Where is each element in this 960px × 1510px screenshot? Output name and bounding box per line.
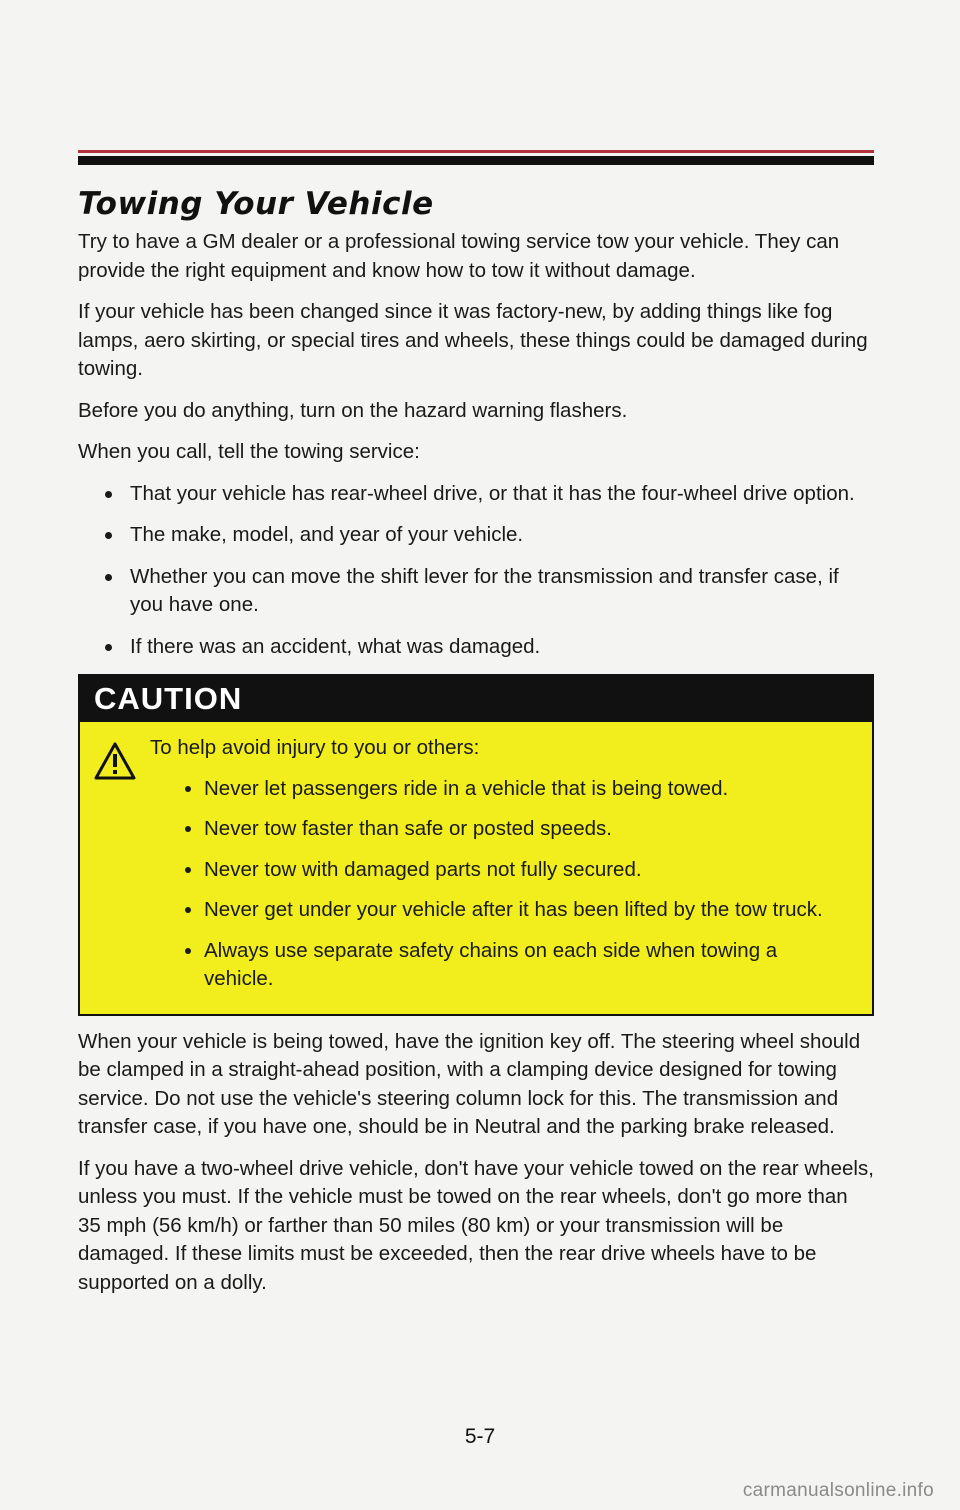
caution-box: [78, 674, 874, 1016]
bullet-icon: [105, 532, 112, 539]
list-item-text: The make, model, and year of your vehicle.: [130, 523, 524, 546]
towing-info-list: [78, 480, 874, 662]
intro-paragraph-3: Before you do anything, turn on the hazard warning flashers.: [78, 398, 628, 422]
watermark-text: carmanualsonline.info: [742, 1480, 934, 1501]
bullet-icon: [185, 867, 191, 873]
caution-heading: CAUTION: [80, 676, 872, 722]
bullet-icon: [105, 574, 112, 581]
bullet-icon: [105, 644, 112, 651]
caution-body: [80, 722, 872, 1014]
page-content: [78, 186, 874, 1310]
header-rule-black: [78, 156, 874, 165]
caution-item: [188, 856, 852, 885]
list-item: [102, 633, 874, 662]
caution-item: [188, 896, 852, 925]
intro-paragraph-2: If your vehicle has been changed since it was factory-new, by adding things like fog lamps, aero skirting, or special tires and wheels, these things could be damaged during towing.: [78, 300, 868, 380]
caution-item: [188, 815, 852, 844]
page-number: 5-7: [464, 1425, 496, 1448]
bullet-icon: [105, 491, 112, 498]
intro-paragraph-4: When you call, tell the towing service:: [78, 440, 420, 463]
page-title: Towing Your Vehicle: [78, 186, 434, 222]
bullet-icon: [185, 907, 191, 913]
caution-item-text: Never tow faster than safe or posted speeds.: [204, 817, 612, 840]
caution-item-text: Never tow with damaged parts not fully secured.: [204, 857, 642, 881]
intro-paragraph-1: Try to have a GM dealer or a professional towing service tow your vehicle. They can provide the right equipment and know how to tow it without damage.: [78, 230, 840, 282]
caution-item: [188, 775, 852, 804]
two-wheel-drive-paragraph: If you have a two-wheel drive vehicle, don't have your vehicle towed on the rear wheels, unless you must. If the vehicle must be towed on the rear wheels, don't go more than 35 mph (56 km/h) or farther than 50 miles (80 km) or your transmission will be damaged. If these limits must be exceeded, then the rear drive wheels have to be supported on a dolly.: [78, 1156, 874, 1294]
warning-triangle-icon: [94, 742, 136, 780]
list-item-text: Whether you can move the shift lever for the transmission and transfer case, if you have one.: [130, 564, 839, 616]
header-rule-red: [78, 150, 874, 153]
caution-list: [150, 775, 852, 994]
header-rule: [78, 150, 874, 165]
bullet-icon: [185, 826, 191, 832]
list-item: [102, 563, 874, 620]
caution-item-text: Always use separate safety chains on each side when towing a vehicle.: [204, 938, 778, 990]
after-caution-section: [78, 1028, 874, 1298]
bullet-icon: [185, 948, 191, 954]
caution-item: [188, 937, 852, 994]
list-item: [102, 480, 874, 509]
caution-item-text: Never let passengers ride in a vehicle that is being towed.: [204, 776, 729, 800]
bullet-icon: [185, 786, 191, 792]
caution-intro: To help avoid injury to you or others:: [150, 736, 480, 759]
steering-paragraph: When your vehicle is being towed, have the ignition key off. The steering wheel should be clamped in a straight-ahead position, with a clamping device designed for towing service. Do not use the vehicle's steering column lock for this. The transmission and transfer case, if you have one, should be in Neutral and the parking brake released.: [78, 1029, 861, 1138]
caution-item-text: Never get under your vehicle after it has been lifted by the tow truck.: [204, 898, 823, 921]
list-item-text: That your vehicle has rear-wheel drive, or that it has the four-wheel drive option.: [130, 481, 855, 505]
list-item-text: If there was an accident, what was damaged.: [130, 634, 541, 658]
list-item: [102, 521, 874, 550]
